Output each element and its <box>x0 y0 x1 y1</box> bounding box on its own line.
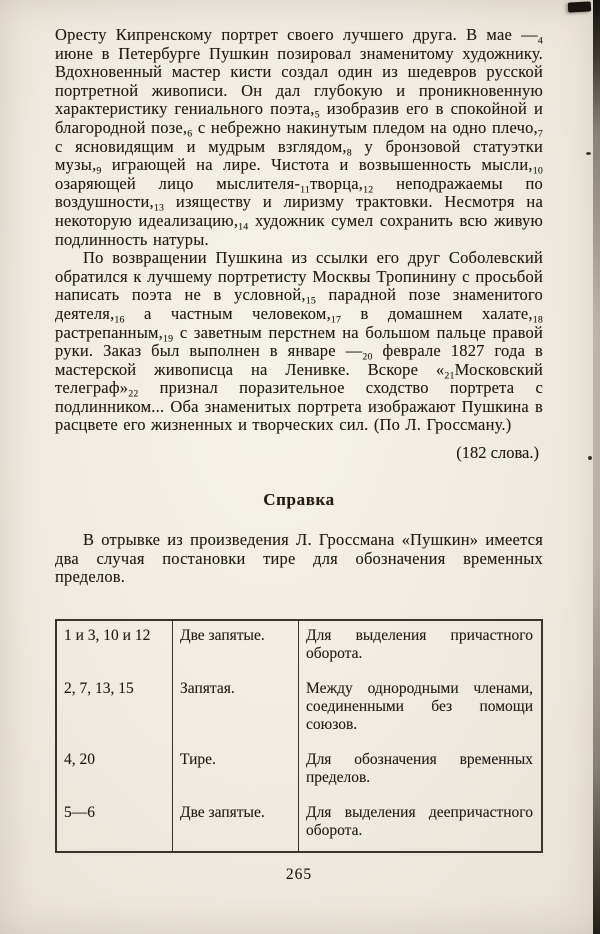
cell-punctuation: Две запятые. <box>173 620 299 674</box>
table-row <box>56 620 542 674</box>
punctuation-reference-table <box>55 619 543 853</box>
cell-positions: 5—6 <box>64 803 95 821</box>
scan-edge-artifact <box>593 0 600 934</box>
cell-punctuation: Тире. <box>173 745 299 798</box>
paragraph-kiprensky-portrait: Оресту Кипренскому портрет своего лучшего друга. В мае $—_4$ июне в Петербурге Пушкин позировал знаменитому художнику. Вдохновенный мастер кисти создал один из шедевров русской портретной живописи. Он дал глубокую и проникновенную характеристику гениального $поэта,_5$ изобразив его в спокойной и благородной $позе,_6$ с небрежно накинутым пледом на одно $плечо,_7$ с ясновидящим и мудрым $взглядом,_8$ у бронзовой статуэтки $музы,_9$ играющей на лире. Чистота и возвышенность $мысли,_{10}$ озаряющей лицо мыслителя-$_{11}творца,_{12}$ неподражаемы по $воздушности,_{13}$ изяществу и лиризму трактовки. Несмотря на некоторую $идеализацию,_{14}$ художник сумел сохранить всю живую подлинность натуры. <box>55 25 543 249</box>
scan-speck <box>586 152 591 155</box>
cell-purpose: Между однородными членами, соединенными без помощи союзов. <box>299 674 543 745</box>
word-count-label: (182 слова.) <box>456 443 539 463</box>
scan-speck <box>588 456 592 460</box>
reference-intro: В отрывке из произведения Л. Гроссмана «Пушкин» имеется два случая постановки тире для обозначения временных пределов. <box>55 530 543 587</box>
cell-punctuation: Запятая. <box>173 674 299 745</box>
section-heading-spravka: Справка <box>263 490 335 510</box>
cell-purpose: Для выделения причастного оборота. <box>299 620 543 674</box>
scan-mark-top-right <box>568 1 591 12</box>
cell-positions: 1 и 3, 10 и 12 <box>64 626 151 644</box>
cell-purpose: Для выделения деепричастного оборота. <box>299 798 543 852</box>
table-row <box>56 745 542 798</box>
paragraph-tropinin-portrait: По возвращении Пушкина из ссылки его друг Соболевский обратился к лучшему портретисту Москвы Тропинину с просьбой написать поэта не в $условной,_{15}$ парадной позе знаменитого $деятеля,_{16}$ а частным $человеком,_{17}$ в домашнем $халате,_{18}$ $растрепанным,_{19}$ с заветным перстнем на большом пальце правой руки. Заказ был выполнен в январе $—_{20}$ феврале 1827 года в мастерской живописца на Ленивке. Вскоре «$_{21}Московский$ $телеграф»_{22}$ признал поразительное сходство портрета с подлинником... Оба знаменитых портрета изображают Пушкина в расцвете его жизненных и творческих сил. (По Л. Гроссману.) <box>55 248 543 435</box>
cell-punctuation: Две запятые. <box>173 798 299 852</box>
cell-purpose: Для обозначения временных пределов. <box>299 745 543 798</box>
table-row <box>56 674 542 745</box>
cell-positions: 4, 20 <box>64 750 95 768</box>
cell-positions: 2, 7, 13, 15 <box>64 679 134 697</box>
table-row <box>56 798 542 852</box>
page-number: 265 <box>285 865 313 883</box>
